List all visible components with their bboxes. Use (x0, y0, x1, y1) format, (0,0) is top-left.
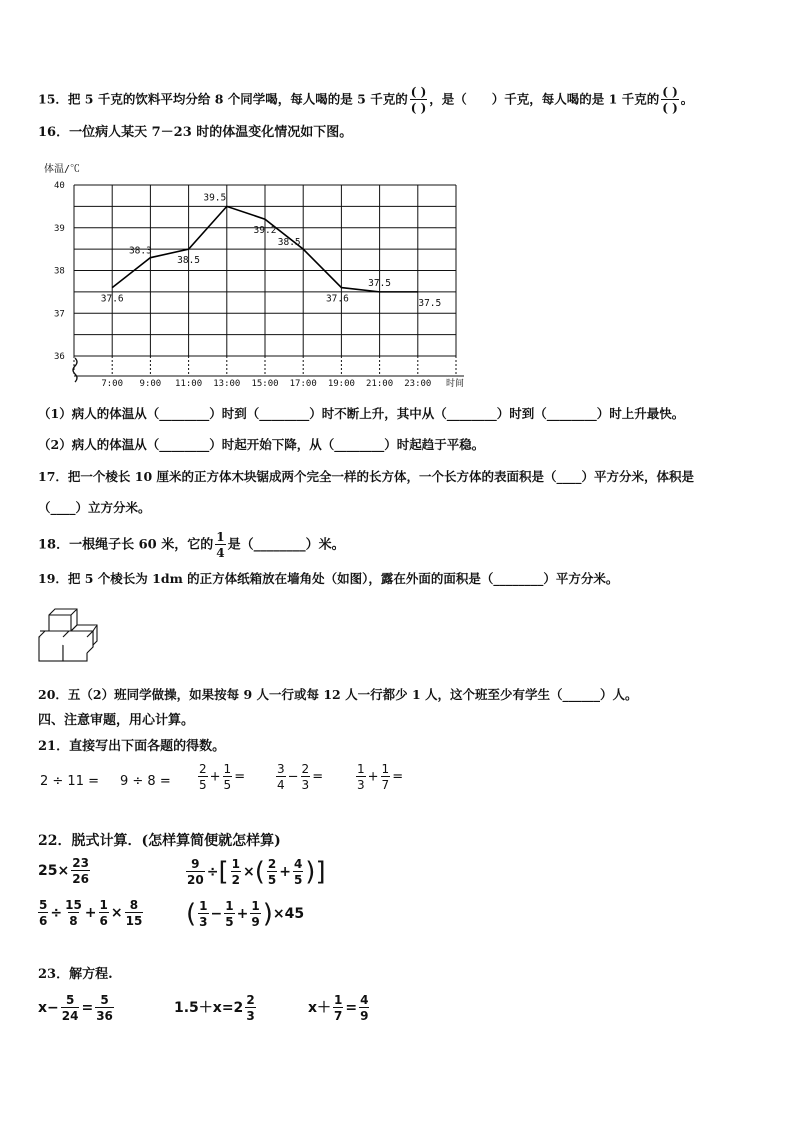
question-17-line1: 17．把一个棱长 10 厘米的正方体木块锯成两个完全一样的长方体，一个长方体的表面积是（____）平方分米，体积是 (38, 469, 694, 484)
y-tick-label: 38 (54, 266, 65, 277)
q15-text: 千克的 (621, 91, 660, 107)
x-tick-label: 17:00 (289, 379, 317, 389)
data-label: 38.5 (177, 255, 201, 267)
cubes-figure (37, 605, 107, 667)
q15-text: 个同学喝，每人喝的是 (227, 91, 353, 107)
question-21-stem: 21．直接写出下面各题的得数。 (38, 739, 226, 754)
fraction-one-quarter: $\frac{1}{4}$ (216, 530, 225, 560)
x-tick-label: 11:00 (175, 379, 203, 389)
data-label: 38.5 (277, 237, 301, 249)
data-label: 37.5 (418, 297, 442, 309)
q15-text: 5 (357, 91, 366, 107)
question-16-sub1: （1）病人的体温从（________）时到（________）时不断上升，其中从（________）时到（________）时上升最快。 (38, 406, 685, 421)
q23-equation-1: x− $\frac{5}{24}$ = $\frac{5}{36}$ (38, 993, 113, 1023)
q15-text: 。 (680, 91, 694, 107)
q23-equation-3: x＋ $\frac{1}{7}$ = $\frac{4}{9}$ (308, 993, 369, 1023)
data-label: 39.5 (203, 192, 227, 204)
x-tick-label: 15:00 (251, 379, 279, 389)
question-15 (38, 86, 693, 114)
y-tick-label: 39 (54, 223, 65, 234)
q15-text: 5 (84, 91, 94, 107)
q15-text: 1 (608, 91, 618, 107)
q15-text: 8 (214, 91, 224, 107)
q15-text: 15．把 (38, 91, 81, 107)
x-tick-label: 7:00 (101, 379, 124, 389)
temperature-line-chart (36, 158, 476, 390)
y-tick-label: 40 (54, 181, 65, 191)
chart-grid (74, 185, 464, 376)
question-20: 20．五（2）班同学做操，如果按每 9 人一行或每 12 人一行都少 1 人，这个班至少有学生（______）人。 (38, 687, 638, 702)
q18-text: 是（________）米。 (227, 537, 345, 553)
data-label: 37.5 (368, 277, 392, 289)
x-tick-label: 23:00 (404, 379, 432, 389)
q21-expr-1: 2 ÷ 11 = (40, 774, 99, 789)
data-label: 37.6 (100, 293, 124, 305)
q21-expr-2: 9 ÷ 8 = (120, 774, 171, 789)
question-16-stem: 16．一位病人某天 7－23 时的体温变化情况如下图。 (38, 125, 353, 140)
q22-expr-a: 25× $\frac{23}{26}$ (38, 856, 89, 886)
y-tick-labels (54, 181, 65, 362)
q21-expr-3: $\frac{2}{5}$ + $\frac{1}{5}$ = (199, 762, 246, 792)
x-axis-label: 时间 (446, 379, 465, 389)
blank-fraction[interactable]: $\frac{( )}{( )}$ (410, 85, 427, 115)
q18-text: 18．一根绳子长 60 米，它的 (38, 537, 214, 553)
question-23-stem: 23．解方程. (38, 967, 113, 982)
x-tick-label: 21:00 (366, 379, 394, 389)
q21-expr-5: $\frac{1}{3}$ + $\frac{1}{7}$ = (357, 762, 404, 792)
x-tick-label: 9:00 (139, 379, 162, 389)
q23-equation-2: 1.5＋x=2 $\frac{2}{3}$ (174, 993, 255, 1023)
q15-text: ，是（ ）千克，每人喝的是 (429, 91, 605, 107)
q15-text: 千克的饮料平均分给 (97, 91, 211, 107)
question-18 (38, 531, 345, 559)
q15-text: 千克的 (370, 91, 408, 107)
q22-expr-c: $\frac{5}{6}$ ÷ $\frac{15}{8}$ + $\frac{1}{6}$ × $\frac{8}{15}$ (39, 898, 143, 928)
x-tick-labels (101, 379, 431, 389)
question-16-sub2: （2）病人的体温从（________）时起开始下降，从（________）时起趋于平稳。 (38, 437, 485, 452)
blank-fraction[interactable]: $\frac{( )}{( )}$ (662, 85, 678, 115)
q21-expr-4: $\frac{3}{4}$ − $\frac{2}{3}$ = (277, 762, 324, 792)
q22-expr-b: $\frac{9}{20}$ ÷[ $\frac{1}{2}$ ×( $\frac{2}{5}$ + $\frac{4}{5}$ )] (187, 857, 326, 887)
data-label: 37.6 (325, 293, 349, 305)
question-17-line2: （____）立方分米。 (38, 500, 151, 515)
data-label: 39.2 (253, 225, 277, 237)
y-tick-label: 36 (54, 352, 65, 362)
x-tick-label: 13:00 (213, 379, 241, 389)
y-tick-label: 37 (54, 309, 65, 320)
section-4-heading: 四、注意审题，用心计算。 (38, 713, 195, 728)
q22-expr-d: ( $\frac{1}{3}$ − $\frac{1}{5}$ + $\frac{1}{9}$ )×45 (186, 899, 305, 929)
question-22-stem: 22．脱式计算．(怎样算简便就怎样算) (38, 833, 281, 849)
y-axis-label: 体温/℃ (44, 164, 81, 175)
x-tick-label: 19:00 (327, 379, 355, 389)
question-19: 19．把 5 个棱长为 1dm 的正方体纸箱放在墙角处（如图），露在外面的面积是（________）平方分米。 (38, 571, 619, 586)
data-label: 38.3 (128, 245, 152, 257)
